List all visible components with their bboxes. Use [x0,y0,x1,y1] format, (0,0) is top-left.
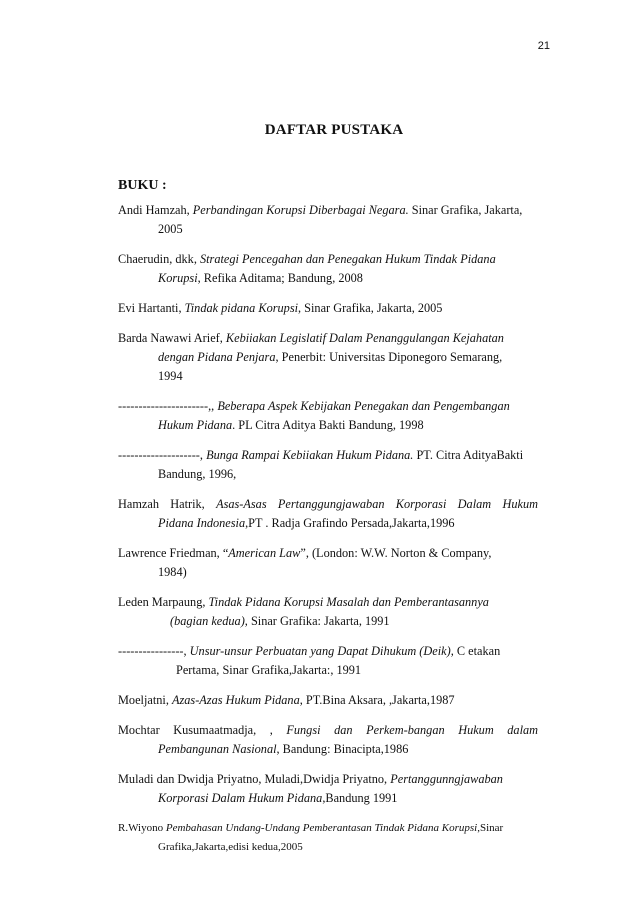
reference-entry [118,201,538,239]
ref-publisher: , Bandung: Binacipta,1986 [276,742,409,756]
ref-title: Beberapa Aspek Kebijakan Penegakan dan Pengembangan [217,399,510,413]
ref-author: ----------------, [118,644,190,658]
ref-title-cont: Hukum Pidana [158,418,233,432]
ref-publisher: PT. Citra AdityaBakti [413,448,524,462]
ref-title-cont: Pidana Indonesia [158,516,246,530]
ref-publisher-cont: Grafika,Jakarta,edisi kedua,2005 [158,841,303,853]
ref-word: Hukum [502,497,538,511]
ref-author: Barda Nawawi Arief, [118,331,226,345]
reference-entry [118,770,538,808]
reference-entry [118,691,538,710]
ref-word: Mochtar [118,723,160,737]
reference-entry [118,299,538,318]
ref-word: Perkem-bangan [366,723,445,737]
ref-author: ----------------------,, [118,399,218,413]
ref-author: Moeljatni, [118,693,172,707]
ref-word: Dalam [457,497,492,511]
ref-year: 1984) [158,565,187,579]
ref-word: Hamzah [118,497,159,511]
ref-title: Tindak Pidana Korupsi Masalah dan Pemberantasannya [208,595,489,609]
ref-publisher: , Sinar Grafika: Jakarta, 1991 [244,614,390,628]
ref-word: Kusumaatmadja, [173,723,257,737]
ref-word: , [269,723,273,737]
ref-publisher: ,Bandung 1991 [322,791,398,805]
ref-author: --------------------, [118,448,207,462]
ref-first-line [118,721,538,740]
reference-entry [118,819,538,857]
ref-author: Evi Hartanti, [118,301,185,315]
reference-entry [118,642,538,680]
ref-title: Azas-Azas Hukum Pidana [171,693,300,707]
ref-year: Bandung, 1996, [158,467,237,481]
ref-title: Unsur-unsur Perbuatan yang Dapat Dihukum (Deik), [189,644,454,658]
ref-author: Lawrence Friedman, “ [118,546,229,560]
ref-publisher: , Penerbit: Universitas Diponegoro Semarang, [275,350,503,364]
ref-publisher: . PL Citra Aditya Bakti Bandung, 1998 [232,418,424,432]
ref-title-cont: Korporasi Dalam Hukum Pidana [158,791,323,805]
ref-title: Pembahasan Undang-Undang Pemberantasan Tindak Pidana Korupsi [165,822,478,834]
section-heading: BUKU : [118,178,167,193]
ref-publisher: , Refika Aditama; Bandung, 2008 [197,271,363,285]
reference-entry [118,397,538,435]
ref-word: Hatrik, [170,497,205,511]
ref-publisher: , Sinar Grafika, Jakarta, 2005 [298,301,443,315]
reference-entry [118,250,538,288]
ref-title: Tindak pidana Korupsi [184,301,299,315]
ref-year: 2005 [158,222,183,236]
page-number: 21 [537,40,550,52]
reference-entry [118,721,538,759]
ref-title-cont: Korupsi [158,271,198,285]
ref-author: Leden Marpaung, [118,595,209,609]
ref-title: Kebiiakan Legislatif Dalam Penanggulangan Kejahatan [225,331,504,345]
ref-title: Bunga Rampai Kebiiakan Hukum Pidana. [206,448,414,462]
ref-word: dan [334,723,353,737]
ref-publisher: C etakan [453,644,501,658]
ref-publisher: , PT.Bina Aksara, ,Jakarta,1987 [299,693,455,707]
ref-title-cont: (bagian kedua) [170,614,245,628]
page-title: DAFTAR PUSTAKA [264,122,404,138]
ref-author: R.Wiyono [118,822,166,834]
ref-title: American Law [228,546,301,560]
reference-entry [118,446,538,484]
ref-publisher: ,Sinar [477,822,504,834]
reference-entry [118,495,538,533]
ref-year: 1994 [158,369,183,383]
reference-entry [118,544,538,582]
ref-word: Asas-Asas [216,497,267,511]
ref-publisher: ”, (London: W.W. Norton & Company, [300,546,492,560]
reference-list [118,201,538,868]
reference-entry [118,329,538,386]
ref-author: Andi Hamzah, [118,203,193,217]
ref-publisher: Sinar Grafika, Jakarta, [408,203,523,217]
ref-author: Muladi dan Dwidja Priyatno, Muladi,Dwidja Priyatno, [118,772,391,786]
ref-title: Perbandingan Korupsi Diberbagai Negara. [192,203,409,217]
ref-word: Hukum [458,723,494,737]
ref-word: Fungsi [286,723,321,737]
reference-entry [118,593,538,631]
ref-publisher: ,PT . Radja Grafindo Persada,Jakarta,1996 [245,516,455,530]
ref-title-cont: Pembangunan Nasional [158,742,277,756]
ref-author: Chaerudin, dkk, [118,252,200,266]
ref-title-cont: dengan Pidana Penjara [158,350,276,364]
ref-title: Strategi Pencegahan dan Penegakan Hukum Tindak Pidana [199,252,496,266]
ref-title: Pertanggunngjawaban [390,772,503,786]
ref-word: dalam [507,723,539,737]
ref-word: Korporasi [395,497,447,511]
ref-first-line [118,495,538,514]
ref-publisher-cont: Pertama, Sinar Grafika,Jakarta:, 1991 [176,663,362,677]
ref-word: Pertanggungjawaban [277,497,385,511]
